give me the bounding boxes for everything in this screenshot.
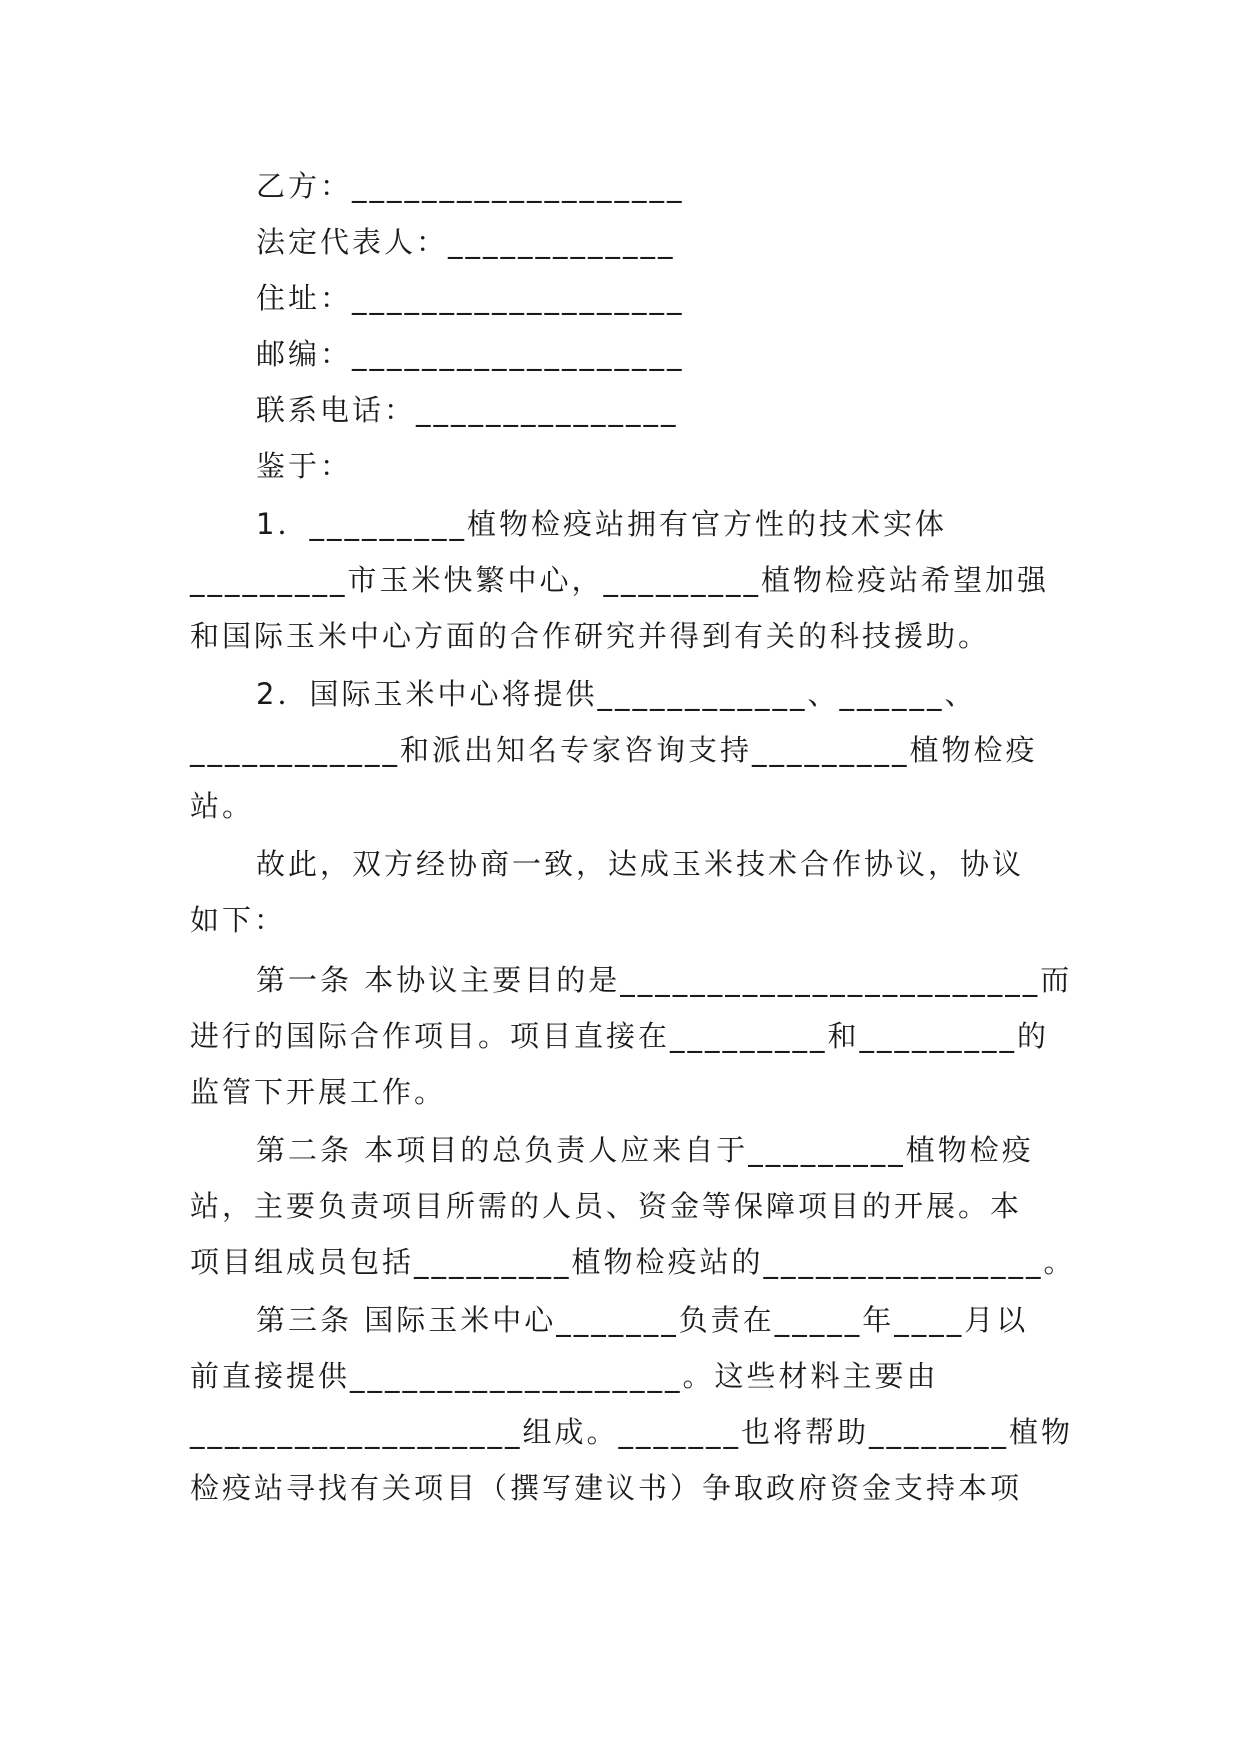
postcode-line: 邮编：___________________: [256, 337, 685, 371]
article-2-line-1: 第二条 本项目的总负责人应来自于_________植物检疫: [256, 1133, 1034, 1167]
agreement-intro-line-2: 如下：: [190, 903, 287, 937]
address-line: 住址：___________________: [256, 281, 685, 315]
recital-2-line-3: 站。: [190, 789, 255, 823]
whereas-heading: 鉴于：: [256, 449, 353, 483]
legal-representative-line: 法定代表人：_____________: [256, 225, 676, 259]
article-2-line-2: 站，主要负责项目所需的人员、资金等保障项目的开展。本: [190, 1189, 1023, 1223]
article-3-line-1: 第三条 国际玉米中心_______负责在_____年____月以: [256, 1303, 1029, 1337]
article-1-line-1: 第一条 本协议主要目的是________________________而: [256, 963, 1073, 997]
party-b-line: 乙方：___________________: [256, 169, 685, 203]
recital-1-line-3: 和国际玉米中心方面的合作研究并得到有关的科技援助。: [190, 619, 991, 653]
recital-1-line-2: _________市玉米快繁中心，_________植物检疫站希望加强: [190, 563, 1050, 597]
recital-1-line-1: 1．_________植物检疫站拥有官方性的技术实体: [256, 507, 947, 541]
article-1-line-3: 监管下开展工作。: [190, 1075, 447, 1109]
recital-2-line-1: 2．国际玉米中心将提供____________、______、: [256, 677, 977, 711]
article-3-line-3: ___________________组成。_______也将帮助________植物: [190, 1415, 1074, 1449]
agreement-intro-line-1: 故此，双方经协商一致，达成玉米技术合作协议，协议: [256, 847, 1025, 881]
article-3-line-4: 检疫站寻找有关项目（撰写建议书）争取政府资金支持本项: [190, 1471, 1023, 1505]
phone-line: 联系电话：_______________: [256, 393, 679, 427]
article-3-line-2: 前直接提供___________________。这些材料主要由: [190, 1359, 939, 1393]
article-1-line-2: 进行的国际合作项目。项目直接在_________和_________的: [190, 1019, 1050, 1053]
recital-2-line-2: ____________和派出知名专家咨询支持_________植物检疫: [190, 733, 1038, 767]
article-2-line-3: 项目组成员包括_________植物检疫站的________________。: [190, 1245, 1076, 1279]
